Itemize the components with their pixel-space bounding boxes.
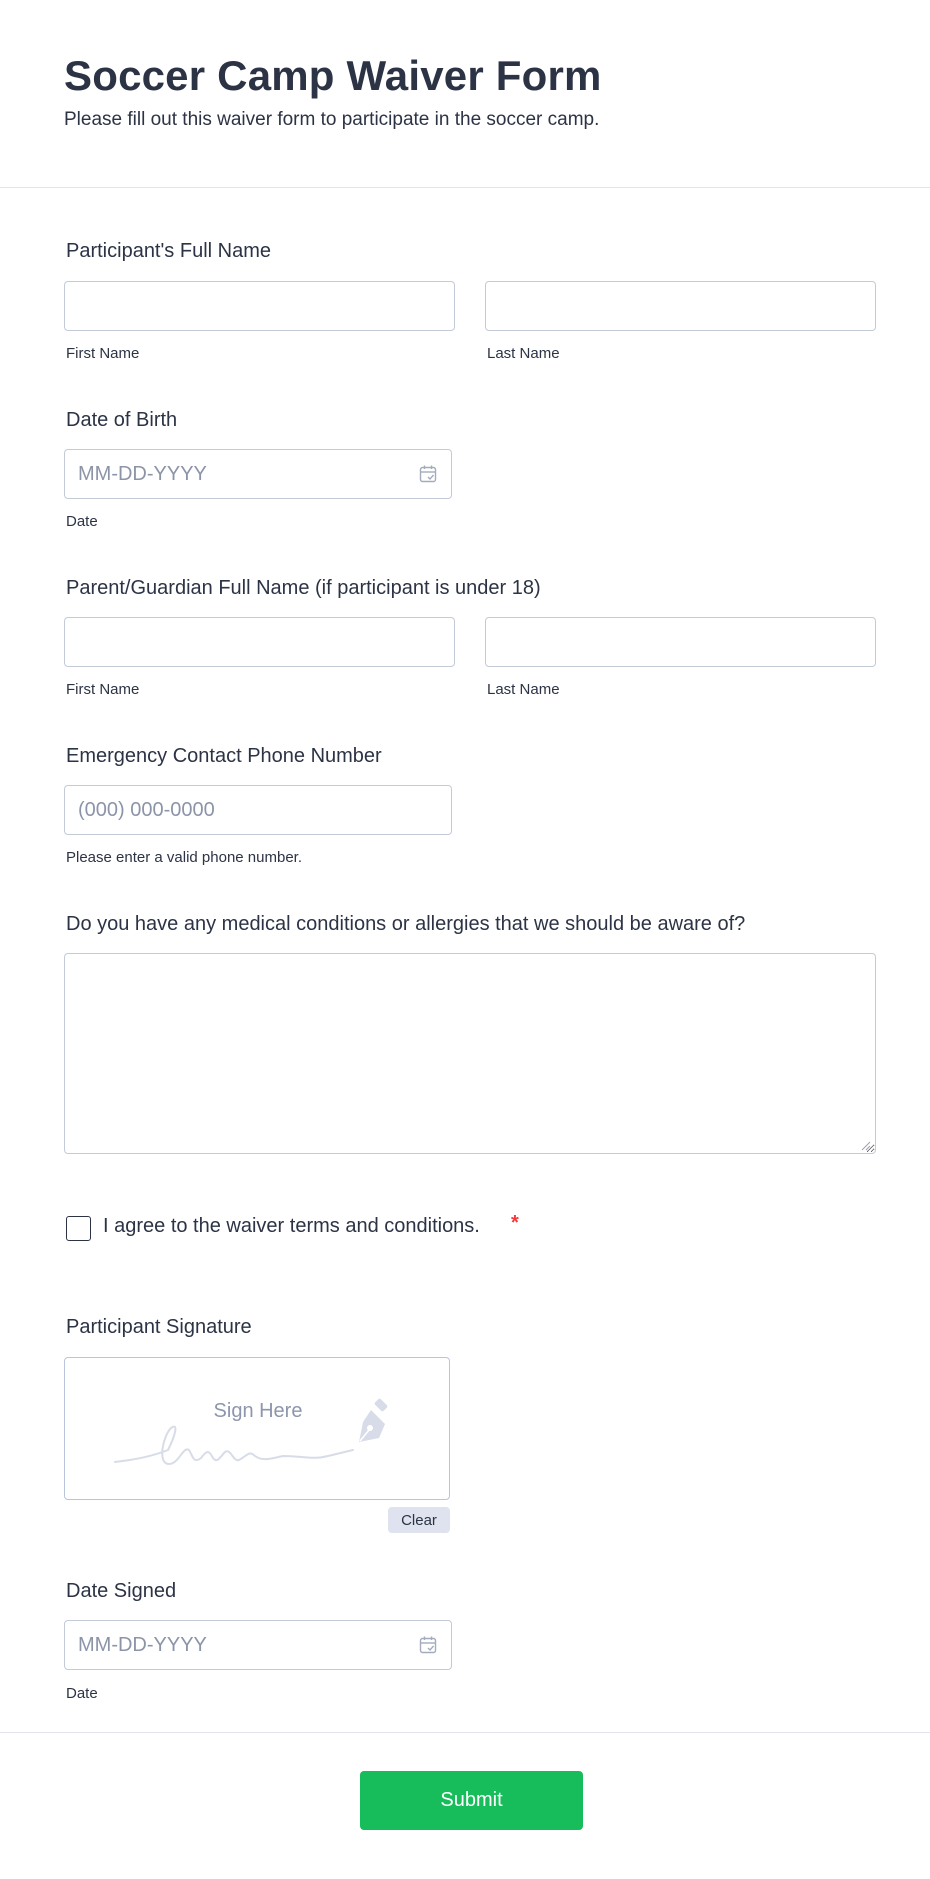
resize-grip-icon[interactable]: [859, 1139, 871, 1151]
calendar-icon[interactable]: [418, 1635, 438, 1655]
pen-nib-icon: [351, 1398, 399, 1446]
guardian-first-name-input[interactable]: [64, 617, 455, 667]
date-signed-input[interactable]: [64, 1620, 452, 1670]
date-signed-label: Date Signed: [66, 1580, 177, 1602]
guardian-name-label: Parent/Guardian Full Name (if participant is under 18): [66, 577, 541, 599]
form-subtitle: Please fill out this waiver form to participate in the soccer camp.: [64, 109, 600, 130]
footer-divider: [0, 1732, 930, 1733]
emergency-phone-label: Emergency Contact Phone Number: [66, 745, 382, 767]
emergency-phone-input[interactable]: [64, 785, 452, 835]
agreement-checkbox[interactable]: [66, 1216, 91, 1241]
emergency-phone-sublabel: Please enter a valid phone number.: [66, 849, 302, 866]
date-signed-sublabel: Date: [66, 1685, 98, 1702]
signature-pad[interactable]: [64, 1357, 450, 1500]
date-of-birth-sublabel: Date: [66, 513, 98, 530]
guardian-last-name-input[interactable]: [485, 617, 876, 667]
participant-first-name-sublabel: First Name: [66, 345, 140, 362]
signature-label: Participant Signature: [66, 1316, 252, 1338]
medical-conditions-textarea[interactable]: [64, 953, 876, 1154]
guardian-last-name-sublabel: Last Name: [487, 681, 560, 698]
clear-signature-button[interactable]: Clear: [388, 1507, 450, 1533]
participant-first-name-input[interactable]: [64, 281, 455, 331]
medical-conditions-label: Do you have any medical conditions or allergies that we should be aware of?: [66, 913, 746, 935]
required-asterisk: *: [511, 1212, 519, 1234]
form-header: [0, 0, 930, 188]
form-title: Soccer Camp Waiver Form: [64, 52, 602, 99]
participant-last-name-sublabel: Last Name: [487, 345, 560, 362]
date-of-birth-input[interactable]: [64, 449, 452, 499]
participant-name-label: Participant's Full Name: [66, 240, 271, 262]
guardian-first-name-sublabel: First Name: [66, 681, 140, 698]
participant-last-name-input[interactable]: [485, 281, 876, 331]
submit-button[interactable]: Submit: [360, 1771, 583, 1830]
signature-placeholder: Sign Here: [213, 1400, 303, 1422]
agreement-label[interactable]: I agree to the waiver terms and conditions.: [103, 1215, 480, 1237]
date-of-birth-label: Date of Birth: [66, 409, 178, 431]
calendar-icon[interactable]: [418, 464, 438, 484]
